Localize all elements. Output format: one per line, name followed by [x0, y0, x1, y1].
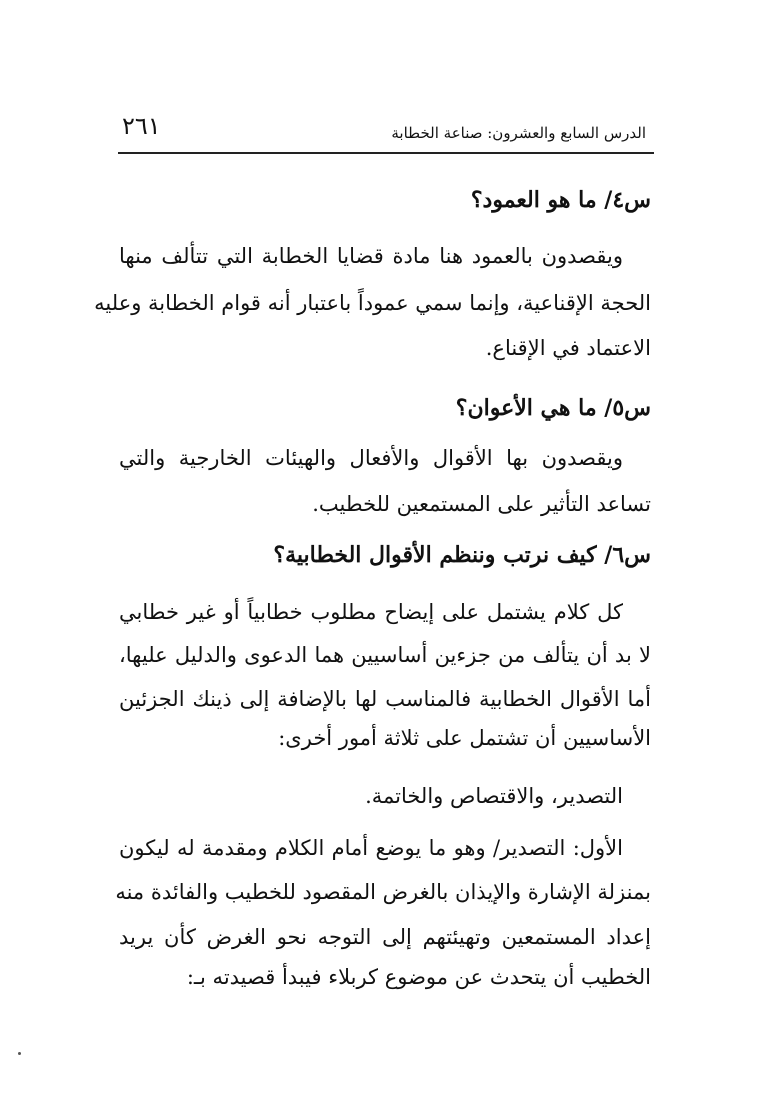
- parts-list-line: التصدير، والاقتصاص والخاتمة.: [365, 784, 623, 808]
- question-6-line-2: لا بد أن يتألف من جزءين أساسيين هما الدعوى والدليل عليها،: [119, 643, 651, 667]
- running-head: الدرس السابع والعشرون: صناعة الخطابة: [391, 124, 646, 142]
- question-6-line-4: الأساسيين أن تشتمل على ثلاثة أمور أخرى:: [278, 726, 651, 750]
- question-5-line-1: ويقصدون بها الأقوال والأفعال والهيئات الخارجية والتي: [119, 446, 623, 470]
- question-4-heading: س٤/ ما هو العمود؟: [470, 187, 651, 213]
- question-4-line-3: الاعتماد في الإقناع.: [485, 336, 651, 360]
- question-6-line-3: أما الأقوال الخطابية فالمناسب لها بالإضافة إلى ذينك الجزئين: [119, 687, 651, 711]
- header-rule: [118, 152, 654, 154]
- question-6-heading: س٦/ كيف نرتب وننظم الأقوال الخطابية؟: [273, 542, 651, 568]
- question-4-line-2: الحجة الإقناعية، وإنما سمي عموداً باعتبار أنه قوام الخطابة وعليه: [94, 291, 651, 315]
- first-part-line-1: الأول: التصدير/ وهو ما يوضع أمام الكلام ومقدمة له ليكون: [119, 836, 623, 860]
- question-5-heading: س٥/ ما هي الأعوان؟: [455, 395, 651, 421]
- page-number: ٢٦١: [122, 112, 161, 140]
- first-part-line-3: إعداد المستمعين وتهيئتهم إلى التوجه نحو الغرض كأن يريد: [119, 925, 651, 949]
- first-part-line-4: الخطيب أن يتحدث عن موضوع كربلاء فيبدأ قصيدته بـ:: [186, 965, 651, 989]
- scan-speck: [18, 1052, 21, 1055]
- question-4-line-1: ويقصدون بالعمود هنا مادة قضايا الخطابة التي تتألف منها: [119, 244, 623, 268]
- question-5-line-2: تساعد التأثير على المستمعين للخطيب.: [312, 492, 651, 516]
- first-part-line-2: بمنزلة الإشارة والإيذان بالغرض المقصود للخطيب والفائدة منه: [115, 880, 651, 904]
- question-6-line-1: كل كلام يشتمل على إيضاح مطلوب خطابياً أو غير خطابي: [119, 600, 623, 624]
